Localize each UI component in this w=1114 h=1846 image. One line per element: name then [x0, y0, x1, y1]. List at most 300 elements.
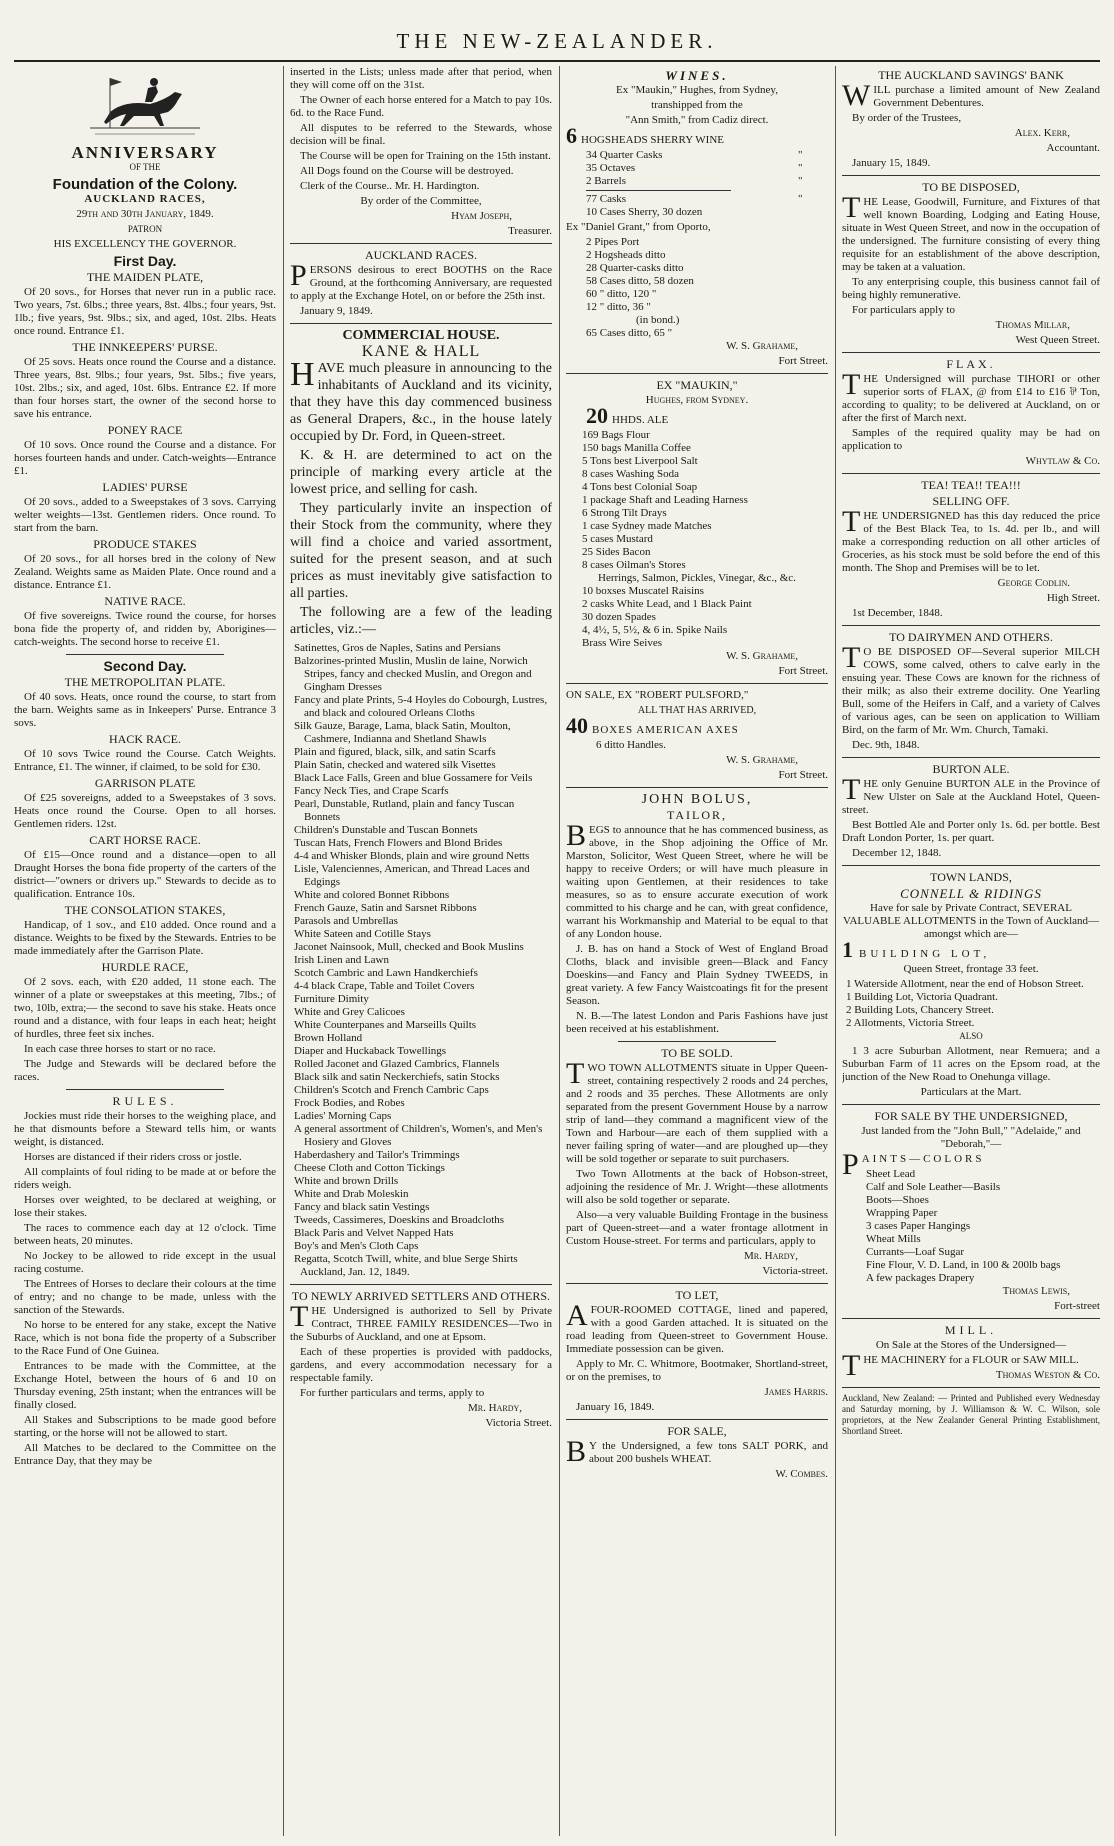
printer-imprint: Auckland, New Zealand: — Printed and Published every Wednesday and Saturday morning, by J. Williamson & W. C. Wilson, sole proprietors, at the New Zealander General Printing Establishment, Shortland Street. — [842, 1393, 1100, 1436]
list-item: 28 Quarter-casks ditto — [586, 262, 684, 274]
foundation-title: Foundation of the Colony. — [52, 176, 238, 193]
signature: Mr. Hardy, — [744, 1250, 798, 1262]
item-text: BOXES AMERICAN AXES — [592, 724, 739, 736]
race-title: THE INNKEEPERS' PURSE. — [72, 340, 218, 354]
list-item: Balzorines-printed Muslin, Muslin de laine, Norwich Stripes, fancy and checked Muslin, and Oregon and Gingham Dresses — [294, 655, 532, 693]
divider — [290, 243, 552, 244]
ad-date: January 9, 1849. — [300, 305, 373, 317]
ad-text — [290, 1300, 552, 1344]
column-3 — [566, 66, 828, 1846]
list-item: 10 boxses Muscatel Raisins — [582, 585, 704, 597]
list-item: Boy's and Men's Cloth Caps — [294, 1240, 419, 1252]
ale-line — [566, 403, 828, 428]
ad-body: HE only Genuine BURTON ALE in the Province of New Ulster on Sale at the Auckland Hotel, Queen-street. — [842, 778, 1100, 816]
ad-date: Auckland, Jan. 12, 1849. — [300, 1266, 410, 1278]
quantity-number: 1 — [842, 937, 853, 962]
lots-list — [842, 978, 1100, 1030]
ad-title: TEA! TEA!! TEA!!! — [921, 478, 1021, 492]
signature-place: Fort Street. — [778, 665, 828, 677]
ad-subtitle: Just landed from the "John Bull," "Adelaide," and "Deborah,"— — [861, 1125, 1081, 1150]
ad-text: N. B.—The latest London and Paris Fashions have just been received at his establishment. — [566, 1010, 828, 1035]
ship-line: Hughes, from Sydney. — [645, 394, 749, 406]
divider — [290, 323, 552, 324]
drop-cap: P — [842, 1148, 859, 1181]
ad-title: FOR SALE, — [667, 1424, 727, 1438]
row-mark: " — [798, 193, 803, 205]
list-item: Calf and Sole Leather—Basils — [866, 1181, 1001, 1193]
divider — [566, 683, 828, 684]
rule-item: The races to commence each day at 12 o'clock. Time between heats, 20 minutes. — [14, 1222, 276, 1247]
anniversary-title: ANNIVERSARY — [71, 143, 219, 162]
of-the: OF THE — [129, 162, 161, 172]
drop-cap: T — [842, 641, 861, 674]
list-item: Lisle, Valenciennes, American, and Thread Laces and Edgings — [294, 863, 530, 888]
rule-item: No Jockey to be allowed to ride except in the usual racing costume. — [14, 1250, 276, 1275]
race-title: HURDLE RACE, — [101, 960, 189, 974]
drop-cap: A — [566, 1299, 588, 1332]
ad-text: 1 3 acre Suburban Allotment, near Remuera; and a Suburban Farm of 11 acres on the Epsom road, at the junction of the New Road to Onehunga village. — [842, 1045, 1100, 1083]
column-2 — [290, 66, 552, 1846]
rule-item: All complaints of foul riding to be made at or before the riders weigh. — [14, 1166, 276, 1191]
list-item: 1 Building Lot, Victoria Quadrant. — [846, 991, 998, 1003]
divider — [66, 1089, 223, 1090]
divider — [566, 1283, 828, 1284]
list-item: White and colored Bonnet Ribbons — [294, 889, 450, 901]
list-item: 65 Cases ditto, 65 " — [586, 327, 673, 339]
ad-date: January 16, 1849. — [576, 1401, 655, 1413]
rule-item: All disputes to be referred to the Stewards, whose decision will be final. — [290, 122, 552, 147]
list-item: Fancy and plate Prints, 5-4 Hoyles do Cobourgh, Lustres, and black and coloured Orleans Cloths — [294, 694, 548, 719]
list-item: 4-4 black Crape, Table and Toilet Covers — [294, 980, 475, 992]
drop-cap: P — [290, 259, 307, 292]
ship-line: Ex "Maukin," Hughes, from Sydney, — [616, 84, 778, 96]
ad-title: ON SALE, EX "ROBERT PULSFORD," — [566, 689, 749, 701]
ad-body: Y the Undersigned, a few tons SALT PORK, and about 200 bushels WHEAT. — [589, 1440, 828, 1465]
patron-name: HIS EXCELLENCY THE GOVERNOR. — [53, 238, 237, 250]
races-title: AUCKLAND RACES, — [84, 193, 206, 205]
list-item: 4-4 and Whisker Blonds, plain and wire ground Netts — [294, 850, 530, 862]
list-item: 4, 4½, 5, 5½, & 6 in. Spike Nails — [582, 624, 728, 636]
ad-body: ILL purchase a limited amount of New Zealand Government Debentures. — [873, 84, 1100, 109]
list-item: 1 Waterside Allotment, near the end of Hobson Street. — [846, 978, 1084, 990]
list-item: Irish Linen and Lawn — [294, 954, 389, 966]
column-1 — [14, 66, 276, 1846]
list-item: 6 Strong Tilt Drays — [582, 507, 667, 519]
list-item: 5 cases Mustard — [582, 533, 653, 545]
ad-text: Also—a very valuable Building Frontage in the business part of Queen-street—and a water frontage allotment in Custom House-street. For terms and particulars, apply to — [566, 1209, 828, 1247]
row-mark: " — [798, 175, 803, 187]
ad-text: Two Town Allotments at the back of Hobson-street, adjoining the residence of Mr. J. Wright—these allotments will also be sold together or separate. — [566, 1168, 828, 1206]
drop-cap: T — [842, 191, 861, 224]
ad-text: Apply to Mr. C. Whitmore, Bootmaker, Shortland-street, or on the premises, to — [566, 1358, 828, 1383]
divider — [566, 373, 828, 374]
ad-date: December 12, 1848. — [852, 847, 942, 859]
ad-title: TO BE SOLD. — [661, 1046, 733, 1060]
drop-cap: H — [290, 356, 315, 393]
list-item: Boots—Shoes — [866, 1194, 929, 1206]
signature: Hyam Joseph, — [451, 210, 512, 222]
list-item: 2 Building Lots, Chancery Street. — [846, 1004, 994, 1016]
list-item: Frock Bodies, and Robes — [294, 1097, 405, 1109]
list-item: Children's Dunstable and Tuscan Bonnets — [294, 824, 478, 836]
race-note: The Judge and Stewards will be declared before the races. — [14, 1058, 276, 1083]
rule-item: All Stakes and Subscriptions to be made good before starting, or the horse will not be allowed to start. — [14, 1414, 276, 1439]
ad-text: To any enterprising couple, this business cannot fail of being highly remunerative. — [842, 276, 1100, 301]
list-item: Tweeds, Cassimeres, Doeskins and Broadcloths — [294, 1214, 505, 1226]
list-item: 4 Tons best Colonial Soap — [582, 481, 698, 493]
race-title: THE CONSOLATION STAKES, — [64, 903, 226, 917]
ad-title: BURTON ALE. — [932, 762, 1010, 776]
axes-line — [566, 713, 828, 738]
item-text: HHDS. ALE — [612, 414, 669, 426]
ad-body: EGS to announce that he has commenced business, as above, in the Shop adjoining the Office of Mr. Marston, Solicitor, West Queen Street, where he will be happy to receive Orders; or will have much pleasure in waiting upon Gentlemen, at their residences to take measures, so as to ensure accurate execution of work committed to his charge and he can, with great confidence, warrant his Workmanship and Material to be equal to that of any London house. — [566, 824, 828, 940]
list-item: White and Drab Moleskin — [294, 1188, 409, 1200]
list-item: 8 cases Washing Soda — [582, 468, 679, 480]
list-item: Herrings, Salmon, Pickles, Vinegar, &c., &c. — [598, 572, 796, 584]
divider — [842, 175, 1100, 176]
table-row — [586, 193, 828, 206]
list-item: White Sateen and Cotille Stays — [294, 928, 431, 940]
also-label: ALSO — [959, 1031, 983, 1041]
list-item: 30 dozen Spades — [582, 611, 656, 623]
row-item: 77 Casks — [586, 193, 627, 205]
sum-rule — [586, 190, 731, 191]
race-conditions: Of £15—Once round and a distance—open to all Draught Horses the bona fide property of the carters of the district—"owners or drivers up." Stewards to decide as to qualification. Entrance 10s. — [14, 849, 276, 900]
ad-text — [566, 819, 828, 941]
paints-list — [842, 1168, 1100, 1285]
list-item: 8 cases Oilman's Stores — [582, 559, 686, 571]
ad-body: AVE much pleasure in announcing to the inhabitants of Auckland and its vicinity, that they have this day commenced business as General Drapers, &c., in the house lately occupied by Dr. Ford, in Queen-street. — [290, 361, 552, 444]
rule-item: The Entrees of Horses to declare their colours at the time of entry; and no change to be made, unless with the sanction of the Stewards. — [14, 1278, 276, 1316]
list-item: Silk Gauze, Barage, Lama, black Satin, Moulton, Cashmere, Indianna and Shetland Shawls — [294, 720, 511, 745]
signature: Thomas Weston & Co. — [995, 1369, 1100, 1381]
ad-text — [566, 1057, 828, 1166]
signature-role: Accountant. — [1046, 142, 1100, 154]
signature-place: Fort Street. — [778, 355, 828, 367]
ad-subtitle: On Sale at the Stores of the Undersigned— — [875, 1339, 1067, 1351]
signature: Alex. Kerr, — [1014, 127, 1070, 139]
signature-place: High Street. — [1046, 592, 1100, 604]
race-note: In each case three horses to start or no race. — [24, 1043, 216, 1055]
race-dates: 29th and 30th January, 1849. — [76, 208, 214, 220]
list-item: 150 bags Manilla Coffee — [582, 442, 691, 454]
list-item: Sheet Lead — [866, 1168, 916, 1180]
list-item: 25 Sides Bacon — [582, 546, 651, 558]
divider — [842, 757, 1100, 758]
divider — [842, 1318, 1100, 1319]
race-conditions: Of five sovereigns. Twice round the course, for horses bona fide the property of, and ridden by, Aborigines—catch-weights. The second horse to receive £1. — [14, 610, 276, 648]
ad-title: JOHN BOLUS, — [641, 792, 753, 807]
ad-date: January 15, 1849. — [852, 157, 931, 169]
list-item: Jaconet Nainsook, Mull, checked and Book Muslins — [294, 941, 524, 953]
ad-text: K. & H. are determined to act on the principle of marking every article at the lowest price, and selling for cash. — [290, 448, 552, 497]
list-item: Cheese Cloth and Cotton Tickings — [294, 1162, 445, 1174]
ship-line: transhipped from the — [651, 99, 743, 111]
race-conditions: Of 10 sovs Twice round the Course. Catch Weights. Entrance, £1. The winner, if claimed, to be sold for £30. — [14, 748, 276, 773]
table-row — [586, 149, 828, 162]
row-item: 35 Octaves — [586, 162, 636, 174]
signature: George Codlin. — [997, 577, 1070, 589]
list-item: French Gauze, Satin and Sarsnet Ribbons — [294, 902, 477, 914]
signature-place: Victoria-street. — [762, 1265, 828, 1277]
drop-cap: W — [842, 79, 871, 112]
race-conditions: Of 20 sovs., added to a Sweepstakes of 3 sovs. Carrying welter weights—13st. Gentlemen riders. Once round. To start from the barn. — [14, 496, 276, 534]
divider — [842, 352, 1100, 353]
list-item: Wrapping Paper — [866, 1207, 938, 1219]
list-item: 1 package Shaft and Leading Harness — [582, 494, 748, 506]
list-item: 12 " ditto, 36 " — [586, 301, 651, 313]
list-item: 58 Cases ditto, 58 dozen — [586, 275, 694, 287]
signature: Thomas Lewis, — [1002, 1285, 1070, 1297]
race-conditions: Of 25 sovs. Heats once round the Course and a distance. Three years, 8st. 9lbs.; four years, 9st. 5lbs.; five years, 10st. 2lbs.; six, and aged, 10st. 6lbs. Entrance £2. If more than four horses start, the owner of the second horse to save his entrance. — [14, 356, 276, 420]
list-item: Currants—Loaf Sugar — [866, 1246, 965, 1258]
ad-subtitle: TAILOR, — [666, 808, 728, 822]
list-item: Pearl, Dunstable, Rutland, plain and fancy Tuscan Bonnets — [294, 798, 515, 823]
building-lot-line — [842, 937, 1100, 962]
ad-title: THE AUCKLAND SAVINGS' BANK — [878, 68, 1064, 82]
list-item: 169 Bags Flour — [582, 429, 650, 441]
ad-text: The following are a few of the leading articles, viz.:— — [290, 605, 552, 637]
rule-item: All Dogs found on the Course will be destroyed. — [300, 165, 514, 177]
race-title: PRODUCE STAKES — [93, 537, 197, 551]
ad-title: TO NEWLY ARRIVED SETTLERS AND OTHERS. — [291, 1289, 551, 1303]
ad-text — [566, 1299, 828, 1356]
list-item: (in bond.) — [636, 314, 680, 326]
ad-subtitle: ALL THAT HAS ARRIVED, — [637, 705, 757, 716]
ad-text: Have for sale by Private Contract, SEVERAL VALUABLE ALLOTMENTS in the Town of Auckland—amongst which are— — [842, 902, 1100, 940]
race-conditions: Of 10 sovs. Once round the Course and a distance. For horses fourteen hands and under. Catch-weights—Entrance £1. — [14, 439, 276, 477]
list-item: Wheat Mills — [866, 1233, 921, 1245]
divider — [66, 654, 223, 655]
ad-title: KANE & HALL — [361, 343, 481, 360]
drop-cap: B — [566, 819, 587, 852]
ad-body: O BE DISPOSED OF—Several superior MILCH COWS, some calved, others to calve early in the ensuing year. These Cows are known for the richness of their milk; as also their extreme docility. One Yearling Bull, some of the Heifers in Calf, and a variety of Calves of various ages, can be seen on application to William Bird, on the farm of Mr. Wm. Church, Tamaki. — [842, 646, 1100, 736]
articles-list — [290, 642, 552, 1266]
race-title: HACK RACE. — [108, 732, 181, 746]
list-item: Scotch Cambric and Lawn Handkerchiefs — [294, 967, 478, 979]
rules-title: RULES. — [112, 1094, 178, 1108]
list-item: Tuscan Hats, French Flowers and Blond Brides — [294, 837, 503, 849]
list-item: Furniture Dimity — [294, 993, 369, 1005]
clerk-of-course: Clerk of the Course.. Mr. H. Hardington. — [300, 180, 480, 192]
signature-place: Fort Street. — [778, 769, 828, 781]
list-item: 2 Pipes Port — [586, 236, 640, 248]
row-mark: " — [798, 162, 803, 174]
drop-cap: T — [842, 773, 861, 806]
quantity-number: 6 — [566, 123, 577, 148]
ad-title: COMMERCIAL HOUSE. — [342, 328, 500, 343]
sherry-table — [566, 149, 828, 206]
signature-place: West Queen Street. — [1015, 334, 1100, 346]
race-title: LADIES' PURSE — [102, 480, 188, 494]
race-title: PONEY RACE — [107, 423, 183, 437]
signature: Whytlaw & Co. — [1025, 455, 1100, 467]
ad-text: For further particulars and terms, apply to — [300, 1387, 485, 1399]
signature: W. S. Grahame, — [726, 650, 798, 662]
rules-continued: inserted in the Lists; unless made after that period, when they will come off on the 31st. — [290, 66, 552, 91]
list-item: Brass Wire Seives — [582, 637, 663, 649]
list-item: Haberdashery and Tailor's Trimmings — [294, 1149, 460, 1161]
drop-cap: T — [842, 505, 861, 538]
ad-body: WO TOWN ALLOTMENTS situate in Upper Queen-street, containing respectively 2 roods and 24 perches, and 2 roods and 35 perches. These Allotments are only separated from the present Government House by a narrow strip of land—they command a magnificent view of the Town and Harbour—are each of them supplied with a never failing spring of water—and are ploughed up—they will be sold together or separate to suit purchasers. — [566, 1062, 828, 1165]
rule-item: No horse to be entered for any stake, except the Native Race, which is not bona fide the property of a Subscriber to the Race Fund of One Guinea. — [14, 1319, 276, 1357]
ship-line: "Ann Smith," from Cadiz direct. — [625, 114, 769, 126]
list-item: Brown Holland — [294, 1032, 363, 1044]
table-row — [586, 162, 828, 175]
divider — [842, 473, 1100, 474]
columns — [14, 66, 1100, 1846]
list-item: 2 Hogsheads ditto — [586, 249, 666, 261]
ad-text — [842, 641, 1100, 737]
list-item: Parasols and Umbrellas — [294, 915, 398, 927]
ad-title: TO LET, — [675, 1288, 719, 1302]
list-item: White and Grey Calicoes — [294, 1006, 405, 1018]
race-title: NATIVE RACE. — [104, 594, 186, 608]
signature-role: Treasurer. — [508, 225, 552, 237]
ad-text: They particularly invite an inspection of their Stock from the community, where they will find a choice and varied assortment, suited for the present season, and at such prices as must inevitably give satisfaction to all parties. — [290, 501, 552, 601]
day-1-heading: First Day. — [113, 253, 177, 269]
list-item: Black Paris and Velvet Napped Hats — [294, 1227, 454, 1239]
drop-cap: T — [566, 1057, 585, 1090]
drop-cap: T — [842, 368, 861, 401]
ad-title: FOR SALE BY THE UNDERSIGNED, — [874, 1109, 1068, 1123]
port-list — [566, 236, 828, 340]
rule-item: Jockies must ride their horses to the weighing place, and he that dismounts before a Steward tells him, or wants weight, is distanced. — [14, 1110, 276, 1148]
divider — [566, 1419, 828, 1420]
signature: Thomas Millar, — [995, 319, 1070, 331]
list-item: 2 casks White Lead, and 1 Black Paint — [582, 598, 752, 610]
race-conditions: Of 20 sovs., for Horses that never run in a public race. Two years, 7st. 6lbs.; three years, 8st. 4lbs.; four years, 9st. 1lb.; five years, 9st. 9lbs.; six, and aged, 10st. 2lbs. Heats once round. Entrance £1. — [14, 286, 276, 337]
ad-body: HE MACHINERY for a FLOUR or SAW MILL. — [863, 1354, 1079, 1366]
ship-line: Ex "Daniel Grant," from Oporto, — [566, 221, 711, 233]
divider — [290, 1284, 552, 1285]
ad-body: ERSONS desirous to erect BOOTHS on the Race Ground, at the forthcoming Anniversary, are requested to apply at the Exchange Hotel, on or before the 25th inst. — [290, 264, 552, 302]
list-item: Black Lace Falls, Green and blue Gossamere for Veils — [294, 772, 533, 784]
ad-text: Each of these properties is provided with paddocks, gardens, and every accommodation necessary for a respectable family. — [290, 1346, 552, 1384]
ad-title: AUCKLAND RACES. — [364, 248, 477, 262]
patron-label: PATRON — [127, 224, 163, 234]
ad-body: HE UNDERSIGNED has this day reduced the price of the Best Black Tea, to 1s. 4d. per lb., and will make a corresponding reduction on all other articles of Groceries, as his stock must be sold before the end of this month. The Shop and Premises will be to let. — [842, 510, 1100, 574]
ad-title: EX "MAUKIN," — [656, 378, 738, 392]
by-order: By order of the Committee, — [360, 195, 482, 207]
rule-item: Entrances to be made with the Committee, at the Exchange Hotel, between the hours of 6 and 10 on Thursday evening, 25th instant; when the entrances will be finally closed. — [14, 1360, 276, 1411]
ad-body: HE Lease, Goodwill, Furniture, and Fixtures of that well known Boarding, Lodging and Eating House, situate in West Queen Street, and now in the occupation of the undersigned. The furniture consisting of every thing requisite for an establishment of the above description, may be taken at a valuation. — [842, 196, 1100, 273]
ad-subtitle: CONNELL & RIDINGS — [900, 886, 1042, 901]
rule-item: All Matches to be declared to the Committee on the Entrance Day, that they may be — [14, 1442, 276, 1467]
list-item: Diaper and Huckaback Towellings — [294, 1045, 447, 1057]
row-item: 34 Quarter Casks — [586, 149, 663, 161]
item-text: 6 ditto Handles. — [596, 739, 666, 751]
item-text: HOGSHEADS SHERRY WINE — [581, 134, 725, 146]
rule-item: The Owner of each horse entered for a Match to pay 10s. 6d. to the Race Fund. — [290, 94, 552, 119]
ad-date: Dec. 9th, 1848. — [852, 739, 920, 751]
ad-title: MILL. — [944, 1323, 998, 1337]
list-item: Plain and figured, black, silk, and satin Scarfs — [294, 746, 496, 758]
drop-cap: T — [290, 1300, 309, 1333]
list-item: 1 case Sydney made Matches — [582, 520, 712, 532]
ad-body: HE Undersigned is authorized to Sell by Private Contract, THREE FAMILY RESIDENCES—Two in the Suburbs of Auckland, and one at Epsom. — [290, 1305, 552, 1343]
divider — [842, 865, 1100, 866]
ad-date: 1st December, 1848. — [852, 607, 943, 619]
signature: Mr. Hardy, — [468, 1402, 522, 1414]
rules-list — [14, 1110, 276, 1468]
goods-list — [566, 429, 828, 650]
item-text: BUILDING LOT, — [859, 948, 991, 960]
signature: W. S. Grahame, — [726, 340, 798, 352]
divider — [842, 1104, 1100, 1105]
list-item: A general assortment of Children's, Women's, and Men's Hosiery and Gloves — [294, 1123, 543, 1148]
divider — [842, 625, 1100, 626]
list-item: Rolled Jaconet and Glazed Cambrics, Flannels — [294, 1058, 500, 1070]
signature: W. Combes. — [775, 1468, 828, 1480]
list-item: Fine Flour, V. D. Land, in 100 & 200lb bags — [866, 1259, 1061, 1271]
table-row — [586, 175, 828, 188]
signature-place: Fort-street — [1054, 1300, 1100, 1312]
signature: James Harris. — [764, 1386, 828, 1398]
racehorse-engraving-icon — [90, 70, 200, 140]
list-item: Fancy Neck Ties, and Crape Scarfs — [294, 785, 449, 797]
list-item: Satinettes, Gros de Naples, Satins and Persians — [294, 642, 501, 654]
ad-text: Particulars at the Mart. — [920, 1086, 1022, 1098]
list-item: White Counterpanes and Marseills Quilts — [294, 1019, 477, 1031]
rule-item: The Course will be open for Training on the 15th instant. — [300, 150, 551, 162]
ad-text — [566, 1435, 828, 1468]
ad-text — [842, 773, 1100, 817]
race-conditions: Of £25 sovereigns, added to a Sweepstakes of 3 sovs. Heats once round the Course. Open to all horses. Gentlemen riders. 12st. — [14, 792, 276, 830]
list-item: Plain Satin, checked and watered silk Visettes — [294, 759, 496, 771]
list-item: Fancy and black satin Vestings — [294, 1201, 430, 1213]
race-conditions: Of 2 sovs. each, with £20 added, 11 stone each. The winner of a plate or sweepstakes at this meeting, 7lbs.; of two, 10lb, extra;— the second to save his stake. Heats once round and a distance, with four leaps in each heat; height of hurdles, three feet six inches. — [14, 976, 276, 1040]
drop-cap: T — [842, 1349, 861, 1382]
column-4 — [842, 66, 1100, 1846]
ad-title: WINES. — [665, 68, 729, 83]
ad-text: For particulars apply to — [852, 304, 955, 316]
drop-cap: B — [566, 1435, 587, 1468]
ad-text — [290, 356, 552, 445]
masthead-rule — [14, 60, 1100, 62]
race-title: THE METROPOLITAN PLATE. — [64, 675, 226, 689]
ad-subtitle: SELLING OFF. — [932, 494, 1010, 508]
ad-text: Samples of the required quality may be had on application to — [842, 427, 1100, 452]
list-item: Regatta, Scotch Twill, white, and blue Serge Shirts — [294, 1253, 518, 1265]
row-item: 2 Barrels — [586, 175, 627, 187]
row-mark: " — [798, 149, 803, 161]
race-title: CART HORSE RACE. — [89, 833, 201, 847]
list-item: 5 Tons best Liverpool Salt — [582, 455, 698, 467]
quantity-number: 20 — [586, 403, 608, 428]
race-conditions: Of 20 sovs., for all horses bred in the colony of New Zealand. Weights same as Maiden Plate. Once round and a distance. Entrance £1. — [14, 553, 276, 591]
item-text: AINTS—COLORS — [861, 1153, 985, 1165]
rule-item: Horses over weighted, to be declared at weighing, or lose their stakes. — [14, 1194, 276, 1219]
hogsheads-line — [566, 123, 828, 148]
rule-item: Horses are distanced if their riders cross or jostle. — [24, 1151, 242, 1163]
ad-text: Best Bottled Ale and Porter only 1s. 6d. per bottle. Best Draft London Porter, 1s. per quart. — [842, 819, 1100, 844]
ad-body: HE Undersigned will purchase TIHORI or other superior sorts of FLAX, @ from £14 to £16 ⅌ Ton, according to quality; to be delivered at Auckland, on or after the first of March next. — [842, 373, 1100, 424]
divider — [566, 787, 828, 788]
ad-title: TO DAIRYMEN AND OTHERS. — [889, 630, 1053, 644]
ad-title: FLAX. — [946, 357, 996, 371]
race-title: GARRISON PLATE — [94, 776, 196, 790]
ad-text — [842, 368, 1100, 425]
ad-text: By order of the Trustees, — [852, 112, 962, 124]
race-conditions: Handicap, of 1 sov., and £10 added. Once round and a distance. Weights to be fixed by the Stewards. Entries to be made immediately after the Garrison Plate. — [14, 919, 276, 957]
list-item: 60 " ditto, 120 " — [586, 288, 657, 300]
ad-title: TOWN LANDS, — [930, 870, 1012, 884]
ad-text: J. B. has on hand a Stock of West of England Broad Cloths, black and invisible green—Black and Fancy Doeskins—and Fancy and Plain Sydney TWEEDS, in great variety. A few Fancy Waistcoatings fit for the present Season. — [566, 943, 828, 1007]
list-item: 3 cases Paper Hangings — [866, 1220, 971, 1232]
signature-place: Victoria Street. — [485, 1417, 552, 1429]
divider — [842, 1387, 1100, 1388]
